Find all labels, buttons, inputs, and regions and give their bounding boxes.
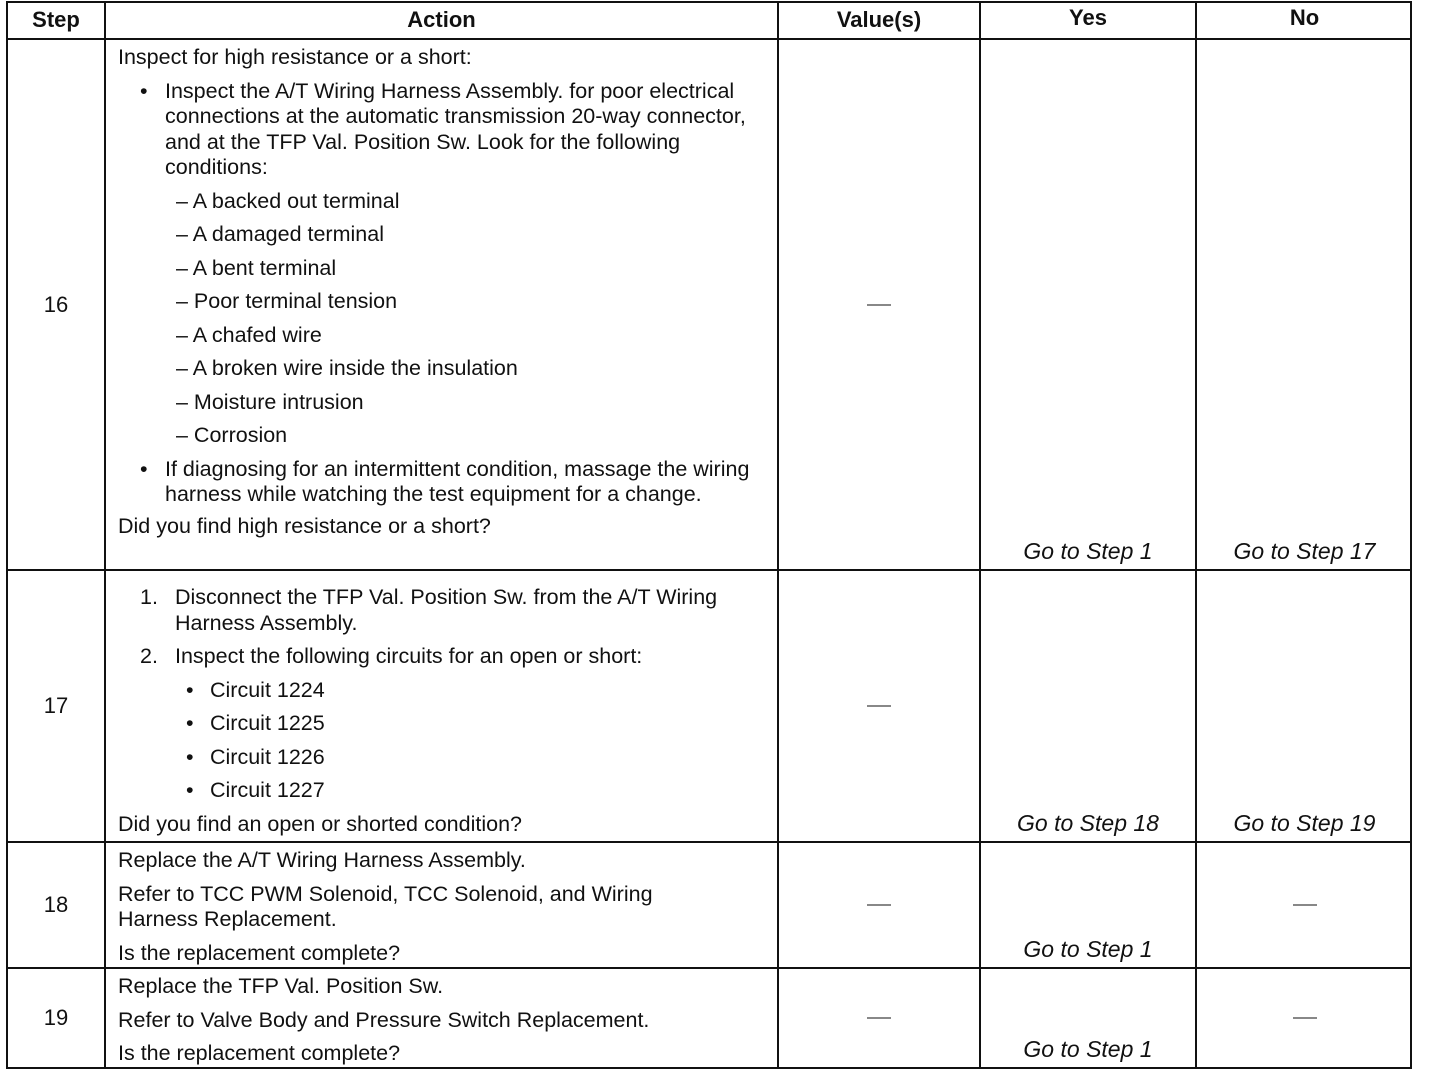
item-number: 2.	[140, 644, 158, 668]
condition-item: – A damaged terminal	[176, 222, 384, 246]
condition-item: – A bent terminal	[176, 255, 337, 280]
condition-item: – Poor terminal tension	[176, 289, 398, 313]
bullet-icon: •	[186, 677, 194, 702]
numbered-text: Inspect the following circuits for an open or short:	[175, 644, 643, 668]
condition-item: – A broken wire inside the insulation	[176, 356, 518, 380]
diagnostic-table	[6, 1, 1412, 1069]
table-row	[8, 843, 1410, 969]
bullet-icon: •	[186, 778, 194, 802]
action-line: Refer to TCC PWM Solenoid, TCC Solenoid, and Wiring Harness Replacement.	[118, 881, 653, 931]
yes-cell	[981, 40, 1197, 569]
bullet-icon: •	[140, 456, 148, 481]
header-action: Action	[106, 3, 779, 38]
action-cell	[106, 843, 779, 967]
action-line: Refer to Valve Body and Pressure Switch Replacement.	[118, 1007, 650, 1032]
no-cell	[1197, 571, 1412, 841]
step-cell	[8, 571, 106, 841]
circuit-text: Circuit 1226	[210, 744, 325, 769]
action-line: Replace the TFP Val. Position Sw.	[118, 974, 444, 998]
header-no: No	[1289, 5, 1320, 30]
step-number: 18	[43, 892, 69, 917]
action-question: Is the replacement complete?	[118, 940, 401, 965]
no-goto: Go to Step 17	[1233, 538, 1376, 564]
em-dash	[1293, 1018, 1317, 1019]
yes-cell	[981, 843, 1197, 967]
action-question: Did you find an open or shorted condition?	[118, 811, 522, 836]
table-row	[8, 571, 1410, 843]
step-number: 19	[43, 1005, 69, 1030]
em-dash	[1293, 905, 1317, 906]
step-cell	[8, 843, 106, 967]
yes-goto: Go to Step 1	[1023, 936, 1153, 962]
circuit-text: Circuit 1224	[210, 677, 325, 702]
header-step: Step	[8, 3, 106, 38]
numbered-item	[118, 644, 769, 670]
no-goto: Go to Step 19	[1233, 810, 1376, 836]
bullet-text: Inspect the A/T Wiring Harness Assembly. for poor electrical connections at the automatic transmission 20-way connector, and at the TFP Val. Position Sw. Look for the following conditions:	[165, 78, 746, 179]
em-dash	[867, 905, 891, 906]
condition-item: – A backed out terminal	[176, 188, 400, 213]
step-number: 17	[43, 693, 69, 718]
step-cell	[8, 969, 106, 1067]
action-question: Did you find high resistance or a short?	[118, 513, 491, 538]
condition-item: – Moisture intrusion	[176, 389, 364, 414]
action-cell	[106, 571, 779, 841]
bullet-icon: •	[186, 711, 194, 735]
condition-item: – A chafed wire	[176, 322, 322, 347]
circuit-text: Circuit 1225	[210, 711, 325, 735]
em-dash	[867, 304, 891, 305]
bullet-text: If diagnosing for an intermittent condition, massage the wiring harness while watching the test equipment for a change.	[165, 456, 750, 506]
condition-item: – Corrosion	[176, 423, 288, 447]
header-values: Value(s)	[779, 3, 981, 38]
action-intro: Inspect for high resistance or a short:	[118, 45, 472, 69]
header-yes: Yes	[981, 3, 1197, 38]
bullet-icon: •	[140, 78, 148, 103]
circuit-item	[118, 711, 769, 737]
table-row	[8, 40, 1410, 571]
bullet-item	[118, 79, 769, 181]
no-cell	[1197, 843, 1412, 967]
table-row	[8, 969, 1410, 1067]
action-cell	[106, 969, 779, 1067]
action-cell	[106, 40, 779, 569]
action-line: Replace the A/T Wiring Harness Assembly.	[118, 848, 526, 872]
value-cell	[779, 40, 981, 569]
bullet-icon: •	[186, 744, 194, 769]
value-cell	[779, 843, 981, 967]
step-cell	[8, 40, 106, 569]
step-number: 16	[43, 291, 69, 317]
value-cell	[779, 571, 981, 841]
no-cell	[1197, 40, 1412, 569]
yes-goto: Go to Step 18	[1017, 810, 1159, 836]
yes-goto: Go to Step 1	[1023, 1036, 1153, 1062]
header-row	[8, 3, 1410, 40]
circuit-item	[118, 678, 769, 704]
numbered-text: Disconnect the TFP Val. Position Sw. from the A/T Wiring Harness Assembly.	[175, 585, 718, 635]
action-question: Is the replacement complete?	[118, 1041, 401, 1065]
yes-cell	[981, 969, 1197, 1067]
value-cell	[779, 969, 981, 1067]
em-dash	[867, 1018, 891, 1019]
yes-goto: Go to Step 1	[1023, 538, 1153, 564]
bullet-item	[118, 457, 769, 508]
em-dash	[867, 706, 891, 707]
item-number: 1.	[140, 585, 158, 609]
circuit-item	[118, 745, 769, 771]
circuit-text: Circuit 1227	[210, 778, 325, 802]
circuit-item	[118, 778, 769, 804]
numbered-item	[118, 585, 769, 636]
yes-cell	[981, 571, 1197, 841]
no-cell	[1197, 969, 1412, 1067]
